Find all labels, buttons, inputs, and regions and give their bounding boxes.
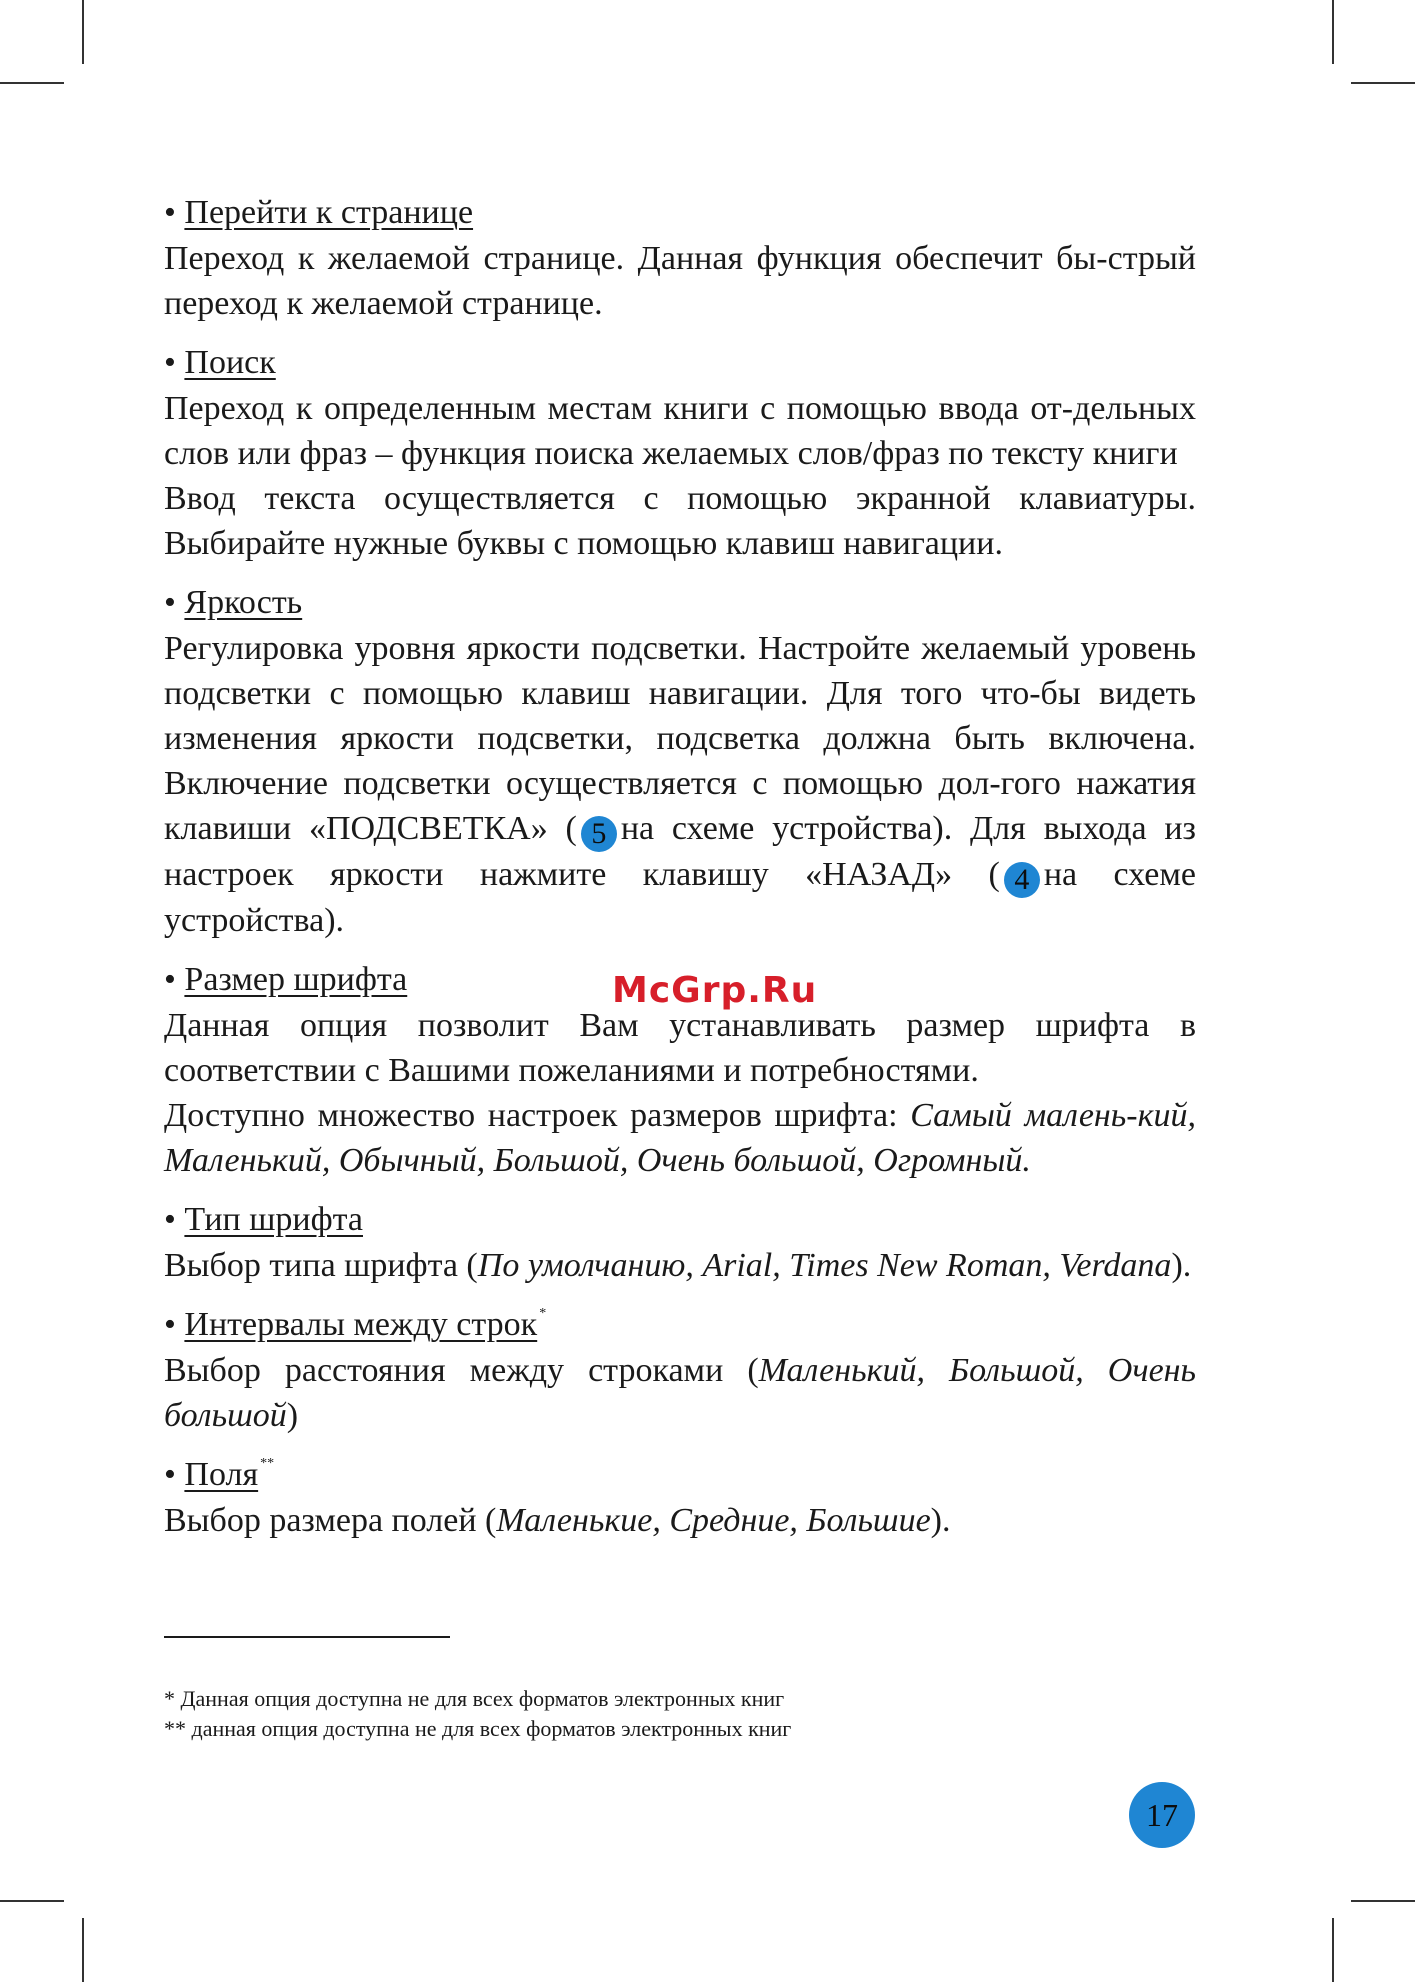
bullet: • [164,584,176,621]
bullet: • [164,961,176,998]
section-paragraph [164,1348,1196,1438]
section-heading [164,1452,1196,1498]
page-number-badge: 17 [1129,1782,1195,1848]
section-paragraph [164,1243,1196,1288]
section-paragraph [164,1093,1196,1183]
heading-text: Перейти к странице [184,194,474,231]
footnote-marker: * [539,1306,547,1321]
crop-mark [0,1900,64,1902]
section-go-to-page [164,190,1196,326]
paragraph-italic-text: По умолчанию, Arial, Times New Roman, Verdana [477,1247,1172,1284]
section-paragraph [164,626,1196,943]
device-key-number-badge: 4 [1004,862,1040,898]
paragraph-text: Выбор размера полей ( [164,1502,497,1539]
section-margins [164,1452,1196,1543]
bullet: • [164,1306,176,1343]
page-body [164,190,1196,1557]
paragraph-text: Регулировка уровня яркости подсветки. Настройте желаемый уровень подсветки с помощью клавиш навигации. Для того что-бы видеть изменения яркости подсветки, подсветка должна быть включена. Включение подсветки осуществляется с помощью дол-гого нажатия клавиши «ПОДСВЕТКА» ( [164,630,1196,847]
heading-text: Интервалы между строк [184,1306,538,1343]
paragraph-italic-text: Маленький, Большой, Очень большой [164,1352,1196,1434]
section-paragraph: Ввод текста осуществляется с помощью экранной клавиатуры. Выбирайте нужные буквы с помощью клавиш навигации. [164,480,1196,562]
section-paragraph: Переход к определенным местам книги с помощью ввода от-дельных слов или фраз – функция поиска желаемых слов/фраз по тексту книги [164,390,1196,472]
footnotes [164,1684,791,1744]
paragraph-italic-text: Маленькие, Средние, Большие [496,1502,931,1539]
paragraph-text: Выбор типа шрифта ( [164,1247,478,1284]
heading-text: Яркость [184,584,303,621]
heading-text: Тип шрифта [184,1201,363,1238]
section-heading [164,1197,1196,1243]
footnote: ** данная опция доступна не для всех форматов электронных книг [164,1716,792,1741]
section-heading [164,1302,1196,1348]
crop-mark [82,1918,84,1982]
heading-text: Размер шрифта [184,961,408,998]
footnote-marker: ** [260,1456,275,1471]
crop-mark [1351,1900,1415,1902]
bullet: • [164,1201,176,1238]
crop-mark [1332,0,1334,64]
section-brightness [164,580,1196,943]
bullet: • [164,344,176,381]
section-paragraph [164,1498,1196,1543]
paragraph-text: ) [286,1397,299,1434]
bullet: • [164,194,176,231]
footnote-rule [164,1636,450,1638]
section-paragraph: Переход к желаемой странице. Данная функция обеспечит бы-стрый переход к желаемой странице. [164,240,1196,322]
section-font-type [164,1197,1196,1288]
bullet: • [164,1456,176,1493]
footnote: * Данная опция доступна не для всех форматов электронных книг [164,1686,785,1711]
paragraph-italic-text: Самый малень-кий, Маленький, Обычный, Большой, Очень большой, Огромный. [164,1097,1196,1179]
paragraph-text: Доступно множество настроек размеров шрифта: [164,1097,911,1134]
crop-mark [1332,1918,1334,1982]
crop-mark [1351,82,1415,84]
paragraph-text: ). [930,1502,951,1539]
watermark: McGrp.Ru [612,970,818,1011]
section-paragraph: Данная опция позволит Вам устанавливать размер шрифта в соответствии с Вашими пожеланиями и потребностями. [164,1007,1196,1089]
device-key-number-badge: 5 [581,816,617,852]
heading-text: Поля [184,1456,259,1493]
paragraph-text: на схеме устройства). [164,856,1197,939]
crop-mark [82,0,84,64]
section-heading [164,190,1196,236]
section-search [164,340,1196,566]
section-line-spacing [164,1302,1196,1438]
paragraph-text: на схеме устройства). Для выхода из настроек яркости нажмите клавишу «НАЗАД» ( [164,810,1196,893]
section-heading [164,340,1196,386]
paragraph-text: ). [1171,1247,1192,1284]
heading-text: Поиск [184,344,276,381]
paragraph-text: Выбор расстояния между строками ( [164,1352,759,1389]
section-heading [164,580,1196,626]
crop-mark [0,82,64,84]
